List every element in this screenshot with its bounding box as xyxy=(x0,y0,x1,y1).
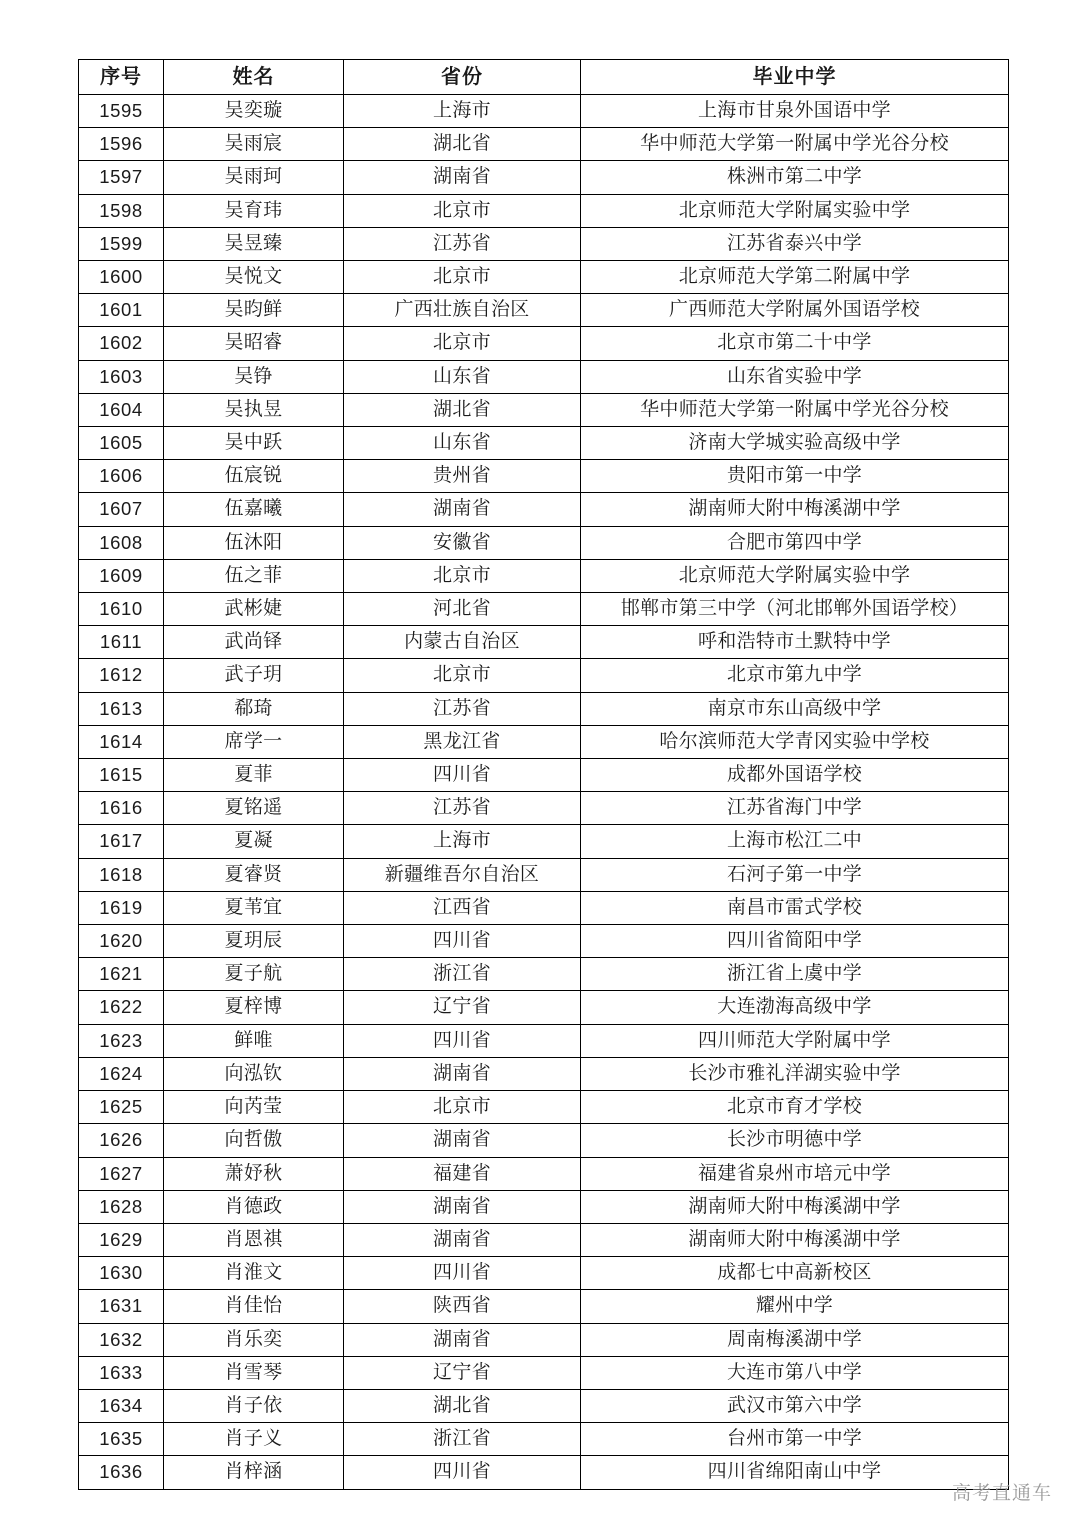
cell-name: 夏菲 xyxy=(164,759,344,792)
cell-index: 1620 xyxy=(79,925,164,958)
roster-table-container xyxy=(78,59,1008,1490)
column-header-school: 毕业中学 xyxy=(581,60,1009,95)
cell-province: 北京市 xyxy=(344,659,581,692)
table-row xyxy=(79,427,1009,460)
cell-name: 夏玥辰 xyxy=(164,925,344,958)
table-row xyxy=(79,161,1009,194)
cell-province: 四川省 xyxy=(344,1257,581,1290)
cell-school: 南京市东山高级中学 xyxy=(581,692,1009,725)
cell-name: 伍嘉曦 xyxy=(164,493,344,526)
cell-school: 成都七中高新校区 xyxy=(581,1257,1009,1290)
cell-province: 新疆维吾尔自治区 xyxy=(344,858,581,891)
column-header-province: 省份 xyxy=(344,60,581,95)
roster-table xyxy=(78,59,1009,1490)
table-row xyxy=(79,925,1009,958)
cell-index: 1633 xyxy=(79,1356,164,1389)
cell-name: 伍之菲 xyxy=(164,559,344,592)
cell-name: 肖梓涵 xyxy=(164,1456,344,1489)
cell-index: 1606 xyxy=(79,460,164,493)
cell-index: 1597 xyxy=(79,161,164,194)
table-row xyxy=(79,1091,1009,1124)
cell-school: 呼和浩特市土默特中学 xyxy=(581,626,1009,659)
table-row xyxy=(79,1257,1009,1290)
table-body xyxy=(79,95,1009,1490)
cell-province: 江西省 xyxy=(344,891,581,924)
table-row xyxy=(79,261,1009,294)
cell-index: 1600 xyxy=(79,261,164,294)
cell-name: 吴中跃 xyxy=(164,427,344,460)
table-row xyxy=(79,1057,1009,1090)
cell-school: 湖南师大附中梅溪湖中学 xyxy=(581,1190,1009,1223)
cell-province: 湖北省 xyxy=(344,128,581,161)
cell-school: 北京师范大学附属实验中学 xyxy=(581,194,1009,227)
cell-school: 大连市第八中学 xyxy=(581,1356,1009,1389)
cell-name: 肖德政 xyxy=(164,1190,344,1223)
cell-school: 山东省实验中学 xyxy=(581,360,1009,393)
cell-province: 内蒙古自治区 xyxy=(344,626,581,659)
cell-province: 山东省 xyxy=(344,427,581,460)
cell-name: 肖淮文 xyxy=(164,1257,344,1290)
cell-school: 株洲市第二中学 xyxy=(581,161,1009,194)
cell-school: 耀州中学 xyxy=(581,1290,1009,1323)
cell-school: 北京师范大学附属实验中学 xyxy=(581,559,1009,592)
cell-province: 北京市 xyxy=(344,1091,581,1124)
cell-province: 山东省 xyxy=(344,360,581,393)
cell-name: 武彬婕 xyxy=(164,593,344,626)
cell-index: 1632 xyxy=(79,1323,164,1356)
cell-school: 江苏省海门中学 xyxy=(581,792,1009,825)
table-row xyxy=(79,460,1009,493)
cell-school: 上海市甘泉外国语中学 xyxy=(581,95,1009,128)
cell-school: 北京师范大学第二附属中学 xyxy=(581,261,1009,294)
table-row xyxy=(79,526,1009,559)
table-row xyxy=(79,659,1009,692)
table-row xyxy=(79,593,1009,626)
cell-index: 1634 xyxy=(79,1389,164,1422)
cell-school: 济南大学城实验高级中学 xyxy=(581,427,1009,460)
cell-province: 贵州省 xyxy=(344,460,581,493)
cell-school: 上海市松江二中 xyxy=(581,825,1009,858)
cell-index: 1627 xyxy=(79,1157,164,1190)
cell-index: 1636 xyxy=(79,1456,164,1489)
table-row xyxy=(79,1456,1009,1489)
cell-index: 1616 xyxy=(79,792,164,825)
table-row xyxy=(79,1389,1009,1422)
cell-school: 湖南师大附中梅溪湖中学 xyxy=(581,1223,1009,1256)
cell-name: 武子玥 xyxy=(164,659,344,692)
table-row xyxy=(79,360,1009,393)
cell-name: 向芮莹 xyxy=(164,1091,344,1124)
cell-index: 1635 xyxy=(79,1423,164,1456)
table-row xyxy=(79,1423,1009,1456)
table-row xyxy=(79,1223,1009,1256)
cell-school: 大连渤海高级中学 xyxy=(581,991,1009,1024)
cell-province: 福建省 xyxy=(344,1157,581,1190)
cell-name: 肖子依 xyxy=(164,1389,344,1422)
cell-school: 贵阳市第一中学 xyxy=(581,460,1009,493)
cell-name: 伍沐阳 xyxy=(164,526,344,559)
cell-province: 湖南省 xyxy=(344,1124,581,1157)
cell-index: 1602 xyxy=(79,327,164,360)
table-row xyxy=(79,858,1009,891)
cell-name: 吴雨珂 xyxy=(164,161,344,194)
cell-index: 1605 xyxy=(79,427,164,460)
cell-name: 肖恩祺 xyxy=(164,1223,344,1256)
column-header-name: 姓名 xyxy=(164,60,344,95)
cell-province: 湖南省 xyxy=(344,493,581,526)
cell-province: 辽宁省 xyxy=(344,1356,581,1389)
cell-school: 邯郸市第三中学（河北邯郸外国语学校） xyxy=(581,593,1009,626)
cell-name: 肖佳怡 xyxy=(164,1290,344,1323)
table-row xyxy=(79,792,1009,825)
cell-name: 向哲傲 xyxy=(164,1124,344,1157)
cell-province: 四川省 xyxy=(344,1456,581,1489)
cell-province: 浙江省 xyxy=(344,1423,581,1456)
cell-province: 北京市 xyxy=(344,261,581,294)
cell-name: 席学一 xyxy=(164,725,344,758)
cell-province: 河北省 xyxy=(344,593,581,626)
table-row xyxy=(79,692,1009,725)
table-row xyxy=(79,1356,1009,1389)
cell-school: 华中师范大学第一附属中学光谷分校 xyxy=(581,128,1009,161)
table-row xyxy=(79,95,1009,128)
cell-school: 北京市育才学校 xyxy=(581,1091,1009,1124)
cell-province: 广西壮族自治区 xyxy=(344,294,581,327)
table-row xyxy=(79,759,1009,792)
cell-school: 北京市第二十中学 xyxy=(581,327,1009,360)
table-row xyxy=(79,1323,1009,1356)
cell-index: 1621 xyxy=(79,958,164,991)
watermark-label: 高考直通车 xyxy=(951,1483,1052,1504)
cell-province: 上海市 xyxy=(344,95,581,128)
table-row xyxy=(79,393,1009,426)
cell-index: 1618 xyxy=(79,858,164,891)
cell-school: 四川师范大学附属中学 xyxy=(581,1024,1009,1057)
cell-name: 吴育玮 xyxy=(164,194,344,227)
cell-index: 1628 xyxy=(79,1190,164,1223)
cell-name: 吴雨宸 xyxy=(164,128,344,161)
cell-school: 长沙市雅礼洋湖实验中学 xyxy=(581,1057,1009,1090)
cell-province: 湖南省 xyxy=(344,1323,581,1356)
cell-name: 肖乐奕 xyxy=(164,1323,344,1356)
cell-index: 1601 xyxy=(79,294,164,327)
cell-province: 黑龙江省 xyxy=(344,725,581,758)
cell-index: 1613 xyxy=(79,692,164,725)
table-row xyxy=(79,1024,1009,1057)
table-row xyxy=(79,493,1009,526)
table-row xyxy=(79,227,1009,260)
cell-school: 台州市第一中学 xyxy=(581,1423,1009,1456)
cell-school: 浙江省上虞中学 xyxy=(581,958,1009,991)
cell-index: 1604 xyxy=(79,393,164,426)
cell-school: 周南梅溪湖中学 xyxy=(581,1323,1009,1356)
cell-province: 上海市 xyxy=(344,825,581,858)
cell-school: 四川省简阳中学 xyxy=(581,925,1009,958)
cell-school: 长沙市明德中学 xyxy=(581,1124,1009,1157)
table-row xyxy=(79,1290,1009,1323)
cell-index: 1611 xyxy=(79,626,164,659)
cell-name: 伍宸锐 xyxy=(164,460,344,493)
cell-school: 江苏省泰兴中学 xyxy=(581,227,1009,260)
table-row xyxy=(79,891,1009,924)
cell-school: 四川省绵阳南山中学 xyxy=(581,1456,1009,1489)
table-row xyxy=(79,1190,1009,1223)
cell-school: 武汉市第六中学 xyxy=(581,1389,1009,1422)
cell-name: 吴悦文 xyxy=(164,261,344,294)
cell-index: 1595 xyxy=(79,95,164,128)
cell-province: 江苏省 xyxy=(344,792,581,825)
table-row xyxy=(79,327,1009,360)
cell-name: 夏苇宜 xyxy=(164,891,344,924)
table-row xyxy=(79,958,1009,991)
cell-index: 1610 xyxy=(79,593,164,626)
table-row xyxy=(79,991,1009,1024)
cell-name: 郗琦 xyxy=(164,692,344,725)
table-row xyxy=(79,1157,1009,1190)
cell-index: 1617 xyxy=(79,825,164,858)
cell-province: 四川省 xyxy=(344,1024,581,1057)
cell-name: 向泓钦 xyxy=(164,1057,344,1090)
cell-index: 1624 xyxy=(79,1057,164,1090)
cell-province: 湖南省 xyxy=(344,1223,581,1256)
cell-province: 浙江省 xyxy=(344,958,581,991)
table-row xyxy=(79,194,1009,227)
table-row xyxy=(79,725,1009,758)
cell-province: 北京市 xyxy=(344,194,581,227)
cell-name: 夏铭遥 xyxy=(164,792,344,825)
cell-index: 1631 xyxy=(79,1290,164,1323)
cell-province: 湖南省 xyxy=(344,161,581,194)
cell-index: 1599 xyxy=(79,227,164,260)
cell-province: 安徽省 xyxy=(344,526,581,559)
cell-school: 南昌市雷式学校 xyxy=(581,891,1009,924)
cell-province: 湖南省 xyxy=(344,1190,581,1223)
table-row xyxy=(79,294,1009,327)
cell-index: 1608 xyxy=(79,526,164,559)
column-header-index: 序号 xyxy=(79,60,164,95)
cell-province: 湖北省 xyxy=(344,1389,581,1422)
cell-name: 武尚铎 xyxy=(164,626,344,659)
cell-province: 北京市 xyxy=(344,559,581,592)
cell-school: 华中师范大学第一附属中学光谷分校 xyxy=(581,393,1009,426)
table-header xyxy=(79,60,1009,95)
cell-name: 肖雪琴 xyxy=(164,1356,344,1389)
cell-province: 湖南省 xyxy=(344,1057,581,1090)
cell-index: 1609 xyxy=(79,559,164,592)
cell-name: 夏子航 xyxy=(164,958,344,991)
cell-name: 吴昭睿 xyxy=(164,327,344,360)
cell-index: 1598 xyxy=(79,194,164,227)
cell-index: 1619 xyxy=(79,891,164,924)
cell-school: 湖南师大附中梅溪湖中学 xyxy=(581,493,1009,526)
cell-province: 湖北省 xyxy=(344,393,581,426)
cell-province: 陕西省 xyxy=(344,1290,581,1323)
table-row xyxy=(79,825,1009,858)
cell-index: 1614 xyxy=(79,725,164,758)
cell-name: 夏梓博 xyxy=(164,991,344,1024)
cell-name: 吴昱臻 xyxy=(164,227,344,260)
cell-province: 四川省 xyxy=(344,925,581,958)
table-row xyxy=(79,1124,1009,1157)
cell-province: 北京市 xyxy=(344,327,581,360)
cell-school: 石河子第一中学 xyxy=(581,858,1009,891)
cell-index: 1603 xyxy=(79,360,164,393)
cell-index: 1612 xyxy=(79,659,164,692)
cell-school: 福建省泉州市培元中学 xyxy=(581,1157,1009,1190)
cell-school: 合肥市第四中学 xyxy=(581,526,1009,559)
cell-province: 辽宁省 xyxy=(344,991,581,1024)
table-row xyxy=(79,626,1009,659)
cell-index: 1626 xyxy=(79,1124,164,1157)
cell-index: 1623 xyxy=(79,1024,164,1057)
cell-school: 广西师范大学附属外国语学校 xyxy=(581,294,1009,327)
cell-index: 1630 xyxy=(79,1257,164,1290)
cell-index: 1607 xyxy=(79,493,164,526)
cell-school: 哈尔滨师范大学青冈实验中学校 xyxy=(581,725,1009,758)
cell-school: 成都外国语学校 xyxy=(581,759,1009,792)
table-row xyxy=(79,128,1009,161)
cell-name: 夏睿贤 xyxy=(164,858,344,891)
cell-index: 1622 xyxy=(79,991,164,1024)
table-header-row xyxy=(79,60,1009,95)
cell-name: 吴奕璇 xyxy=(164,95,344,128)
table-row xyxy=(79,559,1009,592)
cell-name: 萧妤秋 xyxy=(164,1157,344,1190)
cell-index: 1596 xyxy=(79,128,164,161)
cell-province: 江苏省 xyxy=(344,692,581,725)
cell-school: 北京市第九中学 xyxy=(581,659,1009,692)
cell-name: 吴铮 xyxy=(164,360,344,393)
cell-province: 四川省 xyxy=(344,759,581,792)
cell-name: 吴执昱 xyxy=(164,393,344,426)
cell-name: 肖子义 xyxy=(164,1423,344,1456)
cell-name: 夏凝 xyxy=(164,825,344,858)
cell-index: 1625 xyxy=(79,1091,164,1124)
cell-index: 1629 xyxy=(79,1223,164,1256)
cell-index: 1615 xyxy=(79,759,164,792)
cell-province: 江苏省 xyxy=(344,227,581,260)
cell-name: 鲜唯 xyxy=(164,1024,344,1057)
cell-name: 吴昀鲜 xyxy=(164,294,344,327)
